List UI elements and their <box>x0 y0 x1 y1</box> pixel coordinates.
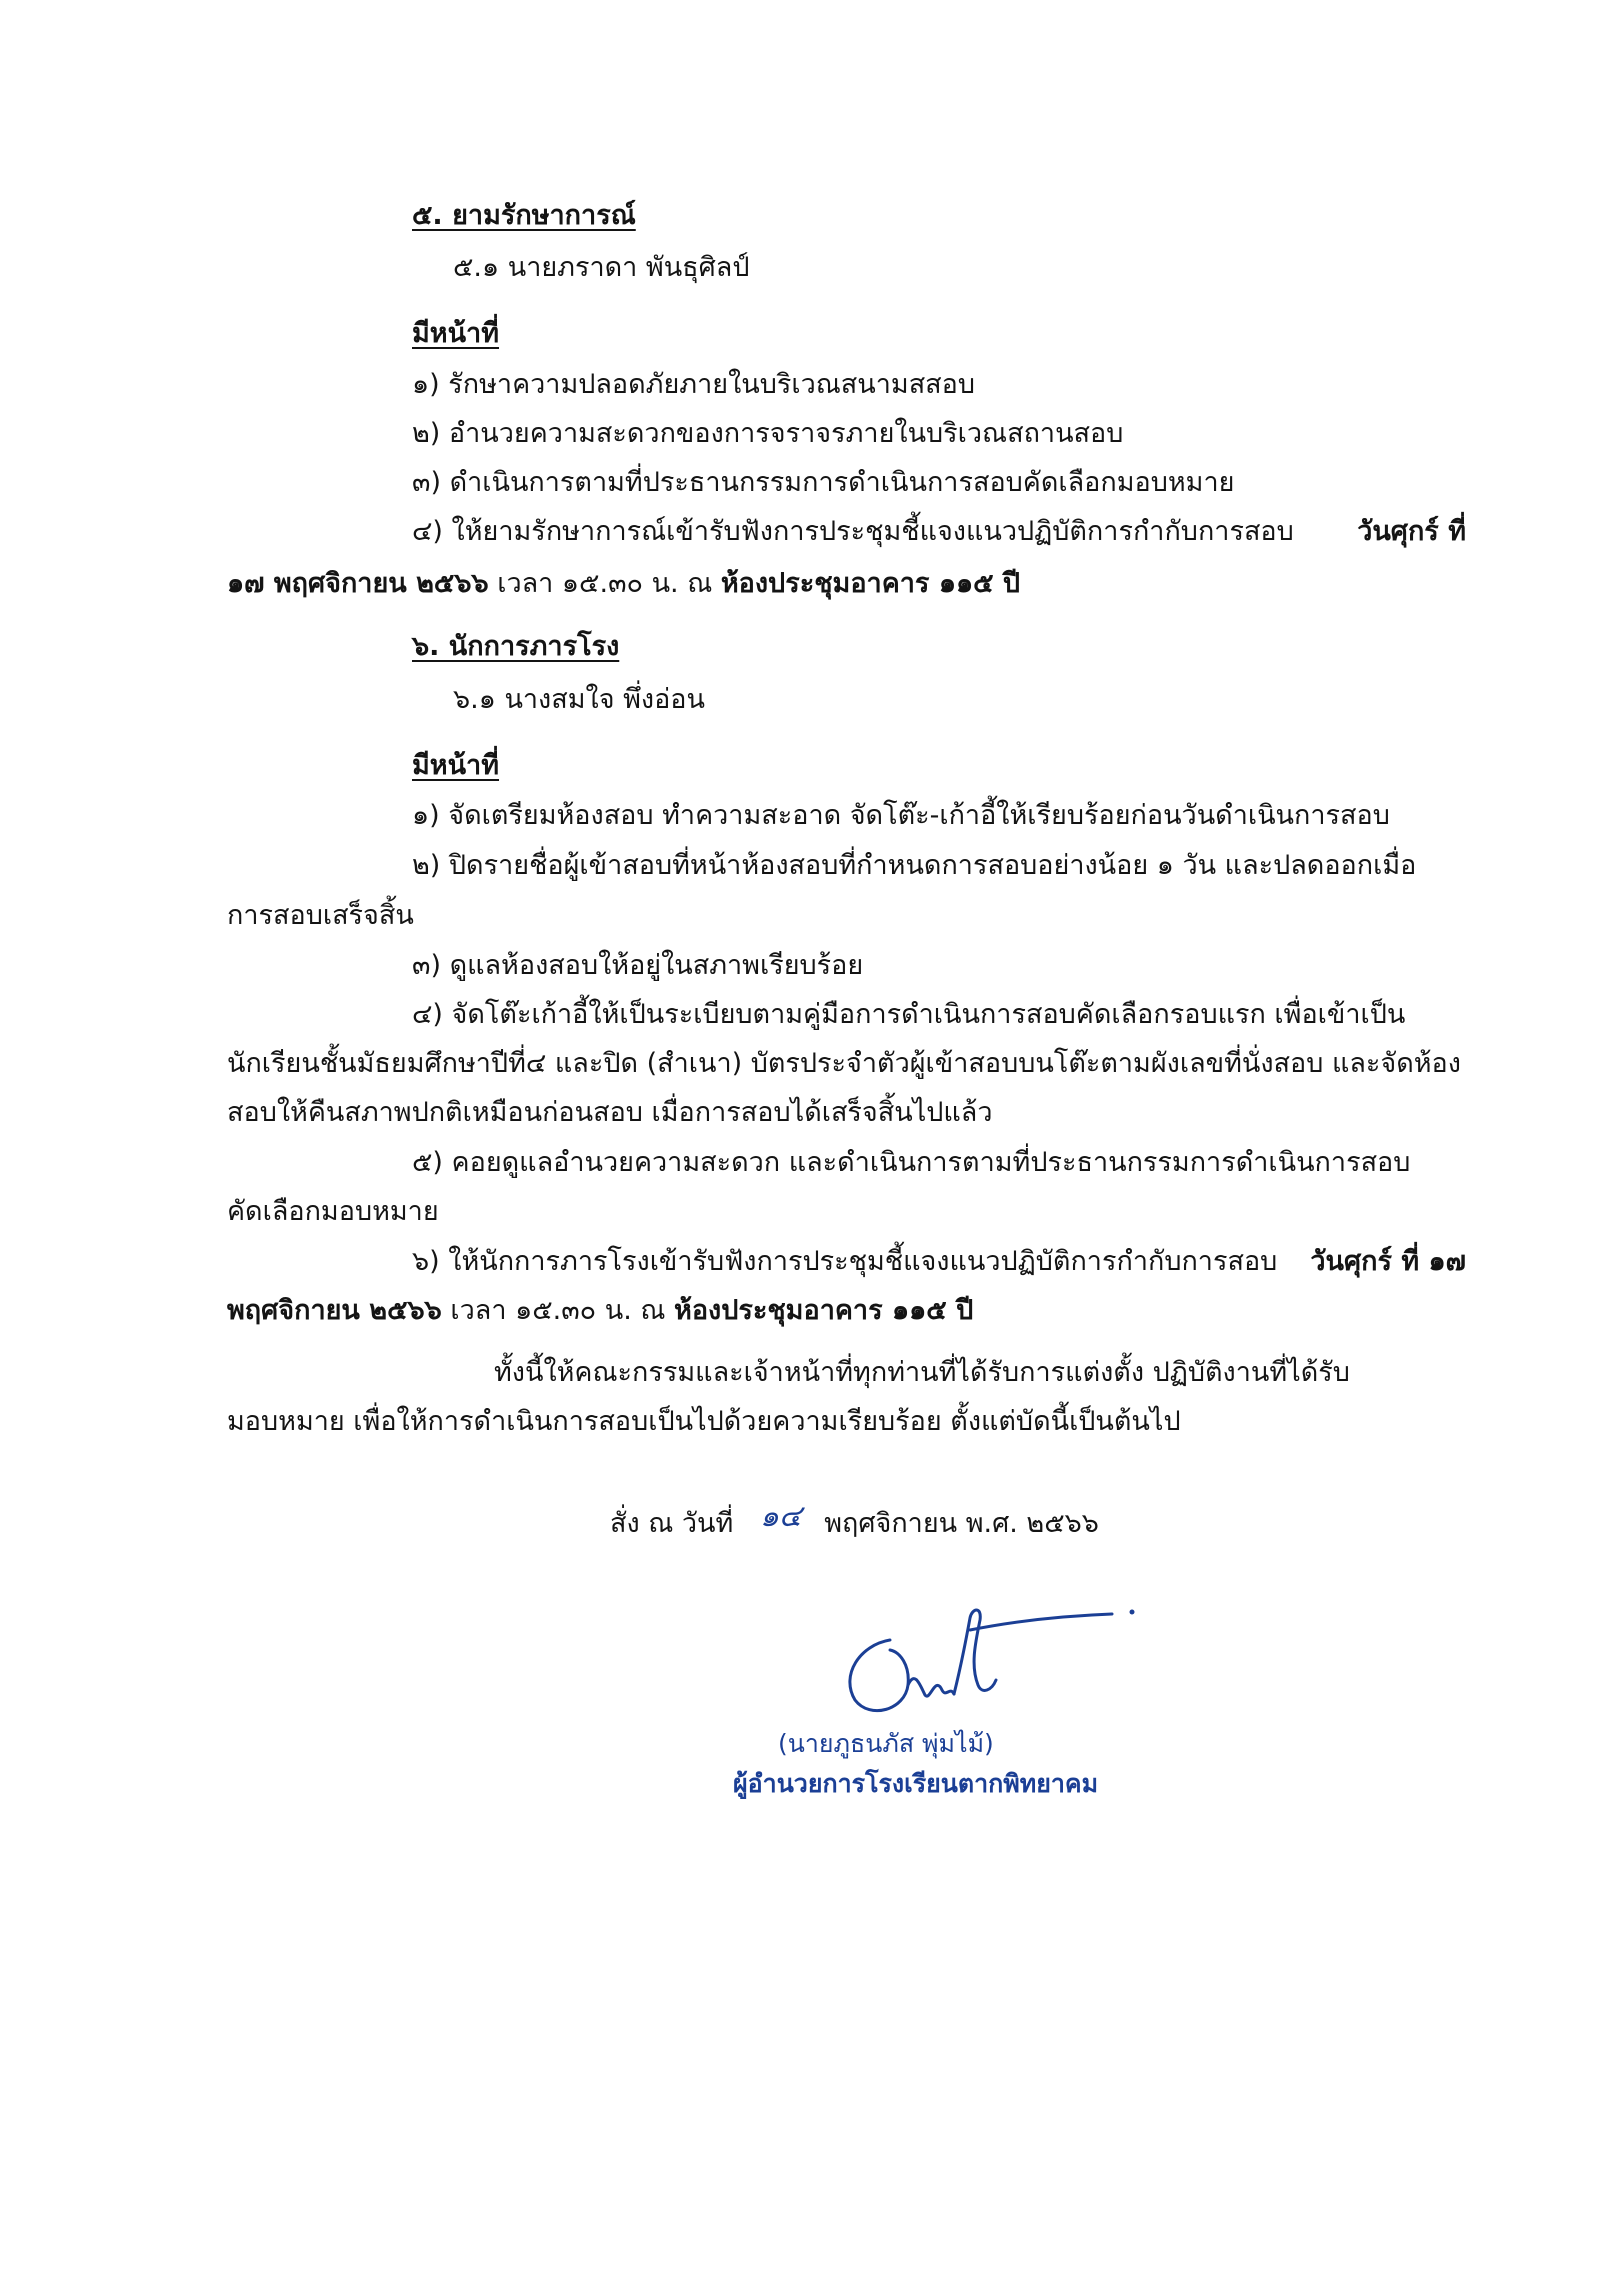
order-date-line <box>610 1499 1099 1544</box>
section6-heading: ๖. นักการภารโรง <box>412 631 620 662</box>
closing-line-1: ทั้งนี้ให้คณะกรรมและเจ้าหน้าที่ทุกท่านที่ได้รับการแต่งตั้ง ปฏิบัติงานที่ได้รับ <box>494 1357 1350 1388</box>
section5-duty-2: ๒) อำนวยความสะดวกของการจราจรภายในบริเวณสถานสอบ <box>412 418 1124 449</box>
section6-duty-6-time: เวลา ๑๕.๓๐ น. ณ <box>441 1295 675 1326</box>
signatory-position: ผู้อำนวยการโรงเรียนตากพิทยาคม <box>733 1769 1099 1798</box>
section6-duty-4-line1: ๔) จัดโต๊ะเก้าอี้ให้เป็นระเบียบตามคู่มือการดำเนินการสอบคัดเลือกรอบแรก เพื่อเข้าเป็น <box>412 999 1406 1030</box>
section6-duty-6-line1 <box>412 1242 1466 1282</box>
section5-duty-4-line1 <box>412 512 1466 552</box>
section6-duty-5-line2: คัดเลือกมอบหมาย <box>227 1196 439 1227</box>
order-date-suffix: พฤศจิกายน พ.ศ. ๒๕๖๖ <box>824 1508 1099 1539</box>
section5-duty-4-room: ห้องประชุมอาคาร ๑๑๕ ปี <box>720 568 1021 599</box>
section6-duty-2-line2: การสอบเสร็จสิ้น <box>227 900 414 931</box>
section6-duty-6-date-bold: วันศุกร์ ที่ ๑๗ <box>1310 1246 1466 1277</box>
section5-duty-4-date-bold: วันศุกร์ ที่ <box>1357 516 1466 547</box>
section5-duty-1: ๑) รักษาความปลอดภัยภายในบริเวณสนามสสอบ <box>412 369 976 400</box>
section6-duty-6-room: ห้องประชุมอาคาร ๑๑๕ ปี <box>674 1295 974 1326</box>
section5-duty-3: ๓) ดำเนินการตามที่ประธานกรรมการดำเนินการสอบคัดเลือกมอบหมาย <box>412 467 1235 498</box>
section6-duty-6-date: พฤศจิกายน ๒๕๖๖ <box>227 1295 442 1326</box>
section6-duty-6-line2 <box>227 1291 973 1331</box>
section5-duty-4-text: ๔) ให้ยามรักษาการณ์เข้ารับฟังการประชุมชี้แจงแนวปฏิบัติการกำกับการสอบ <box>412 516 1294 547</box>
section6-duty-3: ๓) ดูแลห้องสอบให้อยู่ในสภาพเรียบร้อย <box>412 950 864 981</box>
section5-duty-4-line2 <box>227 564 1020 604</box>
section6-duty-4-line3: สอบให้คืนสภาพปกติเหมือนก่อนสอบ เมื่อการสอบได้เสร็จสิ้นไปแล้ว <box>227 1097 993 1128</box>
section6-duty-6-text: ๖) ให้นักการภารโรงเข้ารับฟังการประชุมชี้แจงแนวปฏิบัติการกำกับการสอบ <box>412 1246 1278 1277</box>
section6-duty-2-text: ๒) ปิดรายชื่อผู้เข้าสอบที่หน้าห้องสอบที่กำหนดการสอบอย่างน้อย ๑ วัน และปลดออกเมื่อ <box>412 850 1417 881</box>
section5-member: ๕.๑ นายภราดา พันธุศิลป์ <box>453 252 750 283</box>
order-date-prefix: สั่ง ณ วันที่ <box>610 1508 734 1539</box>
signatory-name: (นายภูธนภัส พุ่มไม้) <box>778 1729 994 1758</box>
section5-duty-4-time: เวลา ๑๕.๓๐ น. ณ <box>488 568 721 599</box>
section5-heading: ๕. ยามรักษาการณ์ <box>412 200 636 231</box>
section6-duty-4-line2: นักเรียนชั้นมัธยมศึกษาปีที่๔ และปิด (สำเนา) บัตรประจำตัวผู้เข้าสอบบนโต๊ะตามผังเลขที่นั่งสอบ และจัดห้อง <box>227 1048 1461 1079</box>
section6-duty-5-line1: ๕) คอยดูแลอำนวยความสะดวก และดำเนินการตามที่ประธานกรรมการดำเนินการสอบ <box>412 1147 1411 1178</box>
section6-member: ๖.๑ นางสมใจ พึ่งอ่อน <box>453 684 705 715</box>
section5-duty-heading: มีหน้าที่ <box>412 318 500 349</box>
section5-duty-4-date: ๑๗ พฤศจิกายน ๒๕๖๖ <box>227 568 489 599</box>
section6-duty-2-line1 <box>412 846 1466 886</box>
signature-drawing <box>820 1590 1150 1730</box>
closing-line-2: มอบหมาย เพื่อให้การดำเนินการสอบเป็นไปด้วยความเรียบร้อย ตั้งแต่บัดนี้เป็นต้นไป <box>227 1406 1181 1437</box>
section6-duty-1: ๑) จัดเตรียมห้องสอบ ทำความสะอาด จัดโต๊ะ-เก้าอี้ให้เรียบร้อยก่อนวันดำเนินการสอบ <box>412 800 1390 831</box>
order-date-day-handwritten: ๑๔ <box>759 1499 802 1534</box>
section6-duty-heading: มีหน้าที่ <box>412 750 500 781</box>
